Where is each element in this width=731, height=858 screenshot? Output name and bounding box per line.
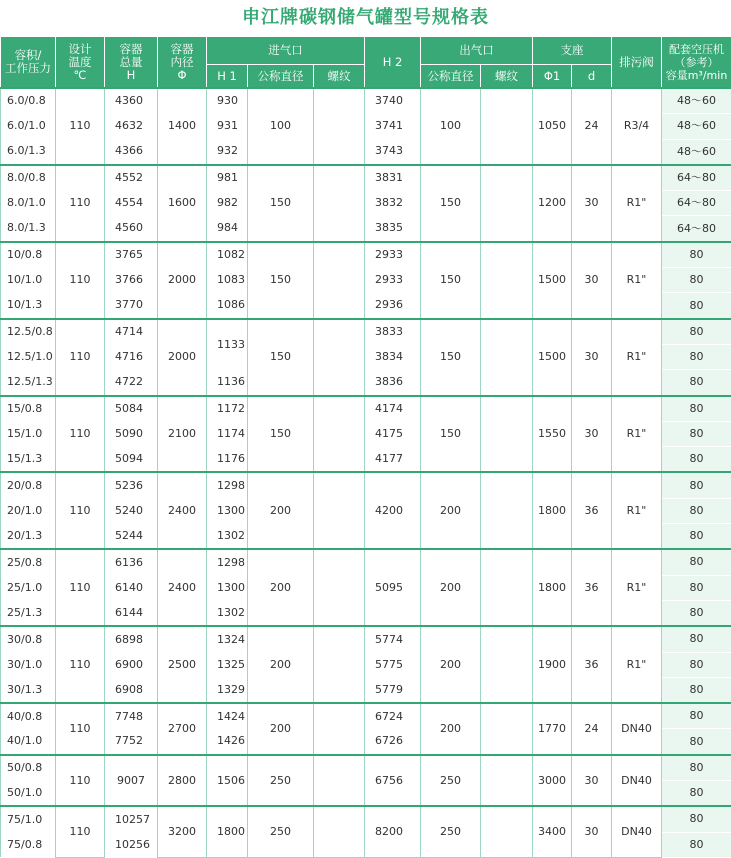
outlet-dn-cell: 150 (421, 165, 481, 242)
inlet-dn-cell: 150 (248, 396, 314, 473)
inlet-thread-cell (314, 319, 365, 396)
compressor-cell: 48～60 (662, 114, 731, 139)
header-compressor-label: 配套空压机 （参考） 容量m³/min (666, 43, 728, 82)
h1-cell: 932 (207, 139, 248, 165)
h1-cell: 1300 (207, 498, 248, 523)
phi1-cell: 1200 (533, 165, 572, 242)
inlet-thread-cell (314, 165, 365, 242)
height-cell: 4632 (105, 114, 158, 139)
capacity-cell: 6.0/1.3 (1, 139, 56, 165)
inlet-dn-cell: 200 (248, 703, 314, 755)
diameter-cell: 3200 (158, 806, 207, 857)
height-cell: 3765 (105, 242, 158, 268)
outlet-thread-cell (481, 549, 533, 626)
height-cell: 10257 (105, 806, 158, 832)
diameter-cell: 2400 (158, 549, 207, 626)
h1-cell: 1800 (207, 806, 248, 857)
h1-cell: 1325 (207, 652, 248, 677)
inlet-dn-cell: 100 (248, 88, 314, 165)
drain-cell: R1" (612, 626, 662, 703)
diameter-cell: 2500 (158, 626, 207, 703)
compressor-cell: 80 (662, 755, 731, 781)
header-outlet: 出气口 (421, 37, 533, 65)
compressor-cell: 80 (662, 806, 731, 832)
capacity-cell: 25/0.8 (1, 549, 56, 575)
compressor-cell: 48～60 (662, 139, 731, 165)
table-row (1, 242, 731, 268)
diameter-cell: 1600 (158, 165, 207, 242)
h1-cell: 1136 (207, 370, 248, 396)
h1-cell: 1506 (207, 755, 248, 807)
outlet-dn-cell: 100 (421, 88, 481, 165)
diameter-cell: 2000 (158, 319, 207, 396)
height-cell: 5090 (105, 421, 158, 446)
temp-cell: 110 (56, 472, 105, 549)
capacity-cell: 12.5/1.0 (1, 344, 56, 369)
header-diameter-label: 容器 内径 Φ (171, 42, 194, 82)
phi1-cell: 1800 (533, 472, 572, 549)
drain-cell: R1" (612, 472, 662, 549)
table-row (1, 319, 731, 345)
temp-cell: 110 (56, 703, 105, 755)
inlet-thread-cell (314, 626, 365, 703)
h2-cell: 3836 (365, 370, 421, 396)
diameter-cell: 2400 (158, 472, 207, 549)
outlet-thread-cell (481, 626, 533, 703)
table-row (1, 806, 731, 832)
drain-cell: R1" (612, 165, 662, 242)
h1-cell: 984 (207, 216, 248, 242)
header-support: 支座 (533, 37, 612, 65)
drain-cell: DN40 (612, 703, 662, 755)
h2-cell: 3834 (365, 344, 421, 369)
header-inlet: 进气口 (207, 37, 365, 65)
d-cell: 30 (572, 806, 612, 857)
capacity-cell: 12.5/1.3 (1, 370, 56, 396)
drain-cell: R1" (612, 319, 662, 396)
compressor-cell: 80 (662, 600, 731, 626)
height-cell: 4714 (105, 319, 158, 345)
outlet-dn-cell: 250 (421, 755, 481, 807)
capacity-cell: 30/0.8 (1, 626, 56, 652)
height-cell: 6898 (105, 626, 158, 652)
capacity-cell: 6.0/0.8 (1, 88, 56, 114)
d-cell: 24 (572, 88, 612, 165)
h2-cell: 3831 (365, 165, 421, 191)
diameter-cell: 2700 (158, 703, 207, 755)
outlet-thread-cell (481, 319, 533, 396)
compressor-cell: 80 (662, 677, 731, 703)
page-title: 申江牌碳钢储气罐型号规格表 (0, 0, 731, 36)
h2-cell: 5095 (365, 549, 421, 626)
table-row (1, 396, 731, 422)
spec-table (0, 36, 731, 858)
h2-cell: 5775 (365, 652, 421, 677)
header-inlet-thread: 螺纹 (314, 65, 365, 89)
compressor-cell: 80 (662, 447, 731, 473)
h1-cell: 1298 (207, 549, 248, 575)
h1-cell: 1426 (207, 729, 248, 755)
table-row (1, 549, 731, 575)
phi1-cell: 1800 (533, 549, 572, 626)
diameter-cell: 2100 (158, 396, 207, 473)
capacity-cell: 25/1.3 (1, 600, 56, 626)
h1-cell: 1329 (207, 677, 248, 703)
outlet-dn-cell: 200 (421, 703, 481, 755)
phi1-cell: 1900 (533, 626, 572, 703)
temp-cell: 110 (56, 549, 105, 626)
capacity-cell: 20/0.8 (1, 472, 56, 498)
compressor-cell: 64～80 (662, 216, 731, 242)
outlet-thread-cell (481, 472, 533, 549)
compressor-cell: 80 (662, 472, 731, 498)
outlet-dn-cell: 150 (421, 242, 481, 319)
header-compressor (662, 37, 731, 89)
compressor-cell: 80 (662, 524, 731, 550)
h1-cell: 931 (207, 114, 248, 139)
header-inlet-dn: 公称直径 (248, 65, 314, 89)
outlet-dn-cell: 150 (421, 319, 481, 396)
table-row (1, 755, 731, 781)
h1-cell: 1324 (207, 626, 248, 652)
compressor-cell: 80 (662, 652, 731, 677)
h1-cell: 1172 (207, 396, 248, 422)
header-temp (56, 37, 105, 89)
temp-cell: 110 (56, 88, 105, 165)
capacity-cell: 8.0/0.8 (1, 165, 56, 191)
table-row (1, 88, 731, 114)
phi1-cell: 1500 (533, 319, 572, 396)
compressor-cell: 48～60 (662, 88, 731, 114)
table-body (1, 88, 731, 857)
h1-cell: 1302 (207, 600, 248, 626)
inlet-dn-cell: 250 (248, 806, 314, 857)
h1-cell: 1174 (207, 421, 248, 446)
h2-cell: 3741 (365, 114, 421, 139)
compressor-cell: 80 (662, 396, 731, 422)
h1-cell: 981 (207, 165, 248, 191)
capacity-cell: 25/1.0 (1, 575, 56, 600)
drain-cell: DN40 (612, 755, 662, 807)
outlet-thread-cell (481, 703, 533, 755)
header-temp-label: 设计 温度 ℃ (69, 42, 92, 82)
capacity-cell: 10/1.3 (1, 293, 56, 319)
drain-cell: R1" (612, 396, 662, 473)
temp-cell: 110 (56, 626, 105, 703)
outlet-dn-cell: 150 (421, 396, 481, 473)
h1-cell: 1133 (207, 319, 248, 370)
compressor-cell: 64～80 (662, 165, 731, 191)
table-row (1, 626, 731, 652)
compressor-cell: 64～80 (662, 191, 731, 216)
compressor-cell: 80 (662, 498, 731, 523)
capacity-cell: 50/1.0 (1, 781, 56, 807)
capacity-cell: 8.0/1.3 (1, 216, 56, 242)
outlet-thread-cell (481, 242, 533, 319)
d-cell: 36 (572, 549, 612, 626)
capacity-cell: 15/0.8 (1, 396, 56, 422)
inlet-dn-cell: 200 (248, 626, 314, 703)
h2-cell: 3832 (365, 191, 421, 216)
height-cell: 4716 (105, 344, 158, 369)
h2-cell: 6724 (365, 703, 421, 729)
height-cell: 5236 (105, 472, 158, 498)
table-row (1, 472, 731, 498)
h1-cell: 1298 (207, 472, 248, 498)
height-cell: 7748 (105, 703, 158, 729)
capacity-cell: 15/1.3 (1, 447, 56, 473)
height-cell: 6900 (105, 652, 158, 677)
h2-cell: 2936 (365, 293, 421, 319)
height-cell: 4722 (105, 370, 158, 396)
capacity-cell: 15/1.0 (1, 421, 56, 446)
capacity-cell: 20/1.0 (1, 498, 56, 523)
outlet-thread-cell (481, 755, 533, 807)
inlet-thread-cell (314, 472, 365, 549)
height-cell: 9007 (105, 755, 158, 807)
outlet-dn-cell: 200 (421, 549, 481, 626)
inlet-dn-cell: 200 (248, 472, 314, 549)
phi1-cell: 3000 (533, 755, 572, 807)
height-cell: 3766 (105, 268, 158, 293)
d-cell: 30 (572, 165, 612, 242)
height-cell: 4560 (105, 216, 158, 242)
capacity-cell: 40/1.0 (1, 729, 56, 755)
compressor-cell: 80 (662, 549, 731, 575)
inlet-thread-cell (314, 88, 365, 165)
outlet-thread-cell (481, 806, 533, 857)
table-row (1, 165, 731, 191)
header-outlet-dn: 公称直径 (421, 65, 481, 89)
height-cell: 5094 (105, 447, 158, 473)
header-capacity-label: 容积/ 工作压力 (5, 48, 51, 75)
height-cell: 5240 (105, 498, 158, 523)
compressor-cell: 80 (662, 421, 731, 446)
compressor-cell: 80 (662, 344, 731, 369)
inlet-dn-cell: 250 (248, 755, 314, 807)
header-drain: 排污阀 (612, 37, 662, 89)
compressor-cell: 80 (662, 293, 731, 319)
h2-cell: 4200 (365, 472, 421, 549)
diameter-cell: 2800 (158, 755, 207, 807)
compressor-cell: 80 (662, 319, 731, 345)
outlet-thread-cell (481, 88, 533, 165)
h2-cell: 2933 (365, 242, 421, 268)
height-cell: 6140 (105, 575, 158, 600)
header-h1: H 1 (207, 65, 248, 89)
compressor-cell: 80 (662, 575, 731, 600)
phi1-cell: 1550 (533, 396, 572, 473)
header-h2: H 2 (365, 37, 421, 89)
outlet-thread-cell (481, 165, 533, 242)
compressor-cell: 80 (662, 729, 731, 755)
header-height (105, 37, 158, 89)
h2-cell: 2933 (365, 268, 421, 293)
h2-cell: 3833 (365, 319, 421, 345)
height-cell: 3770 (105, 293, 158, 319)
header-capacity (1, 37, 56, 89)
h2-cell: 6756 (365, 755, 421, 807)
inlet-thread-cell (314, 242, 365, 319)
d-cell: 30 (572, 755, 612, 807)
capacity-cell: 20/1.3 (1, 524, 56, 550)
capacity-cell: 40/0.8 (1, 703, 56, 729)
h2-cell: 5774 (365, 626, 421, 652)
capacity-cell: 10/0.8 (1, 242, 56, 268)
h1-cell: 930 (207, 88, 248, 114)
h1-cell: 982 (207, 191, 248, 216)
h1-cell: 1083 (207, 268, 248, 293)
h2-cell: 3743 (365, 139, 421, 165)
header-height-label: 容器 总量 H (120, 42, 143, 82)
inlet-dn-cell: 150 (248, 319, 314, 396)
temp-cell: 110 (56, 806, 105, 857)
capacity-cell: 30/1.3 (1, 677, 56, 703)
height-cell: 4366 (105, 139, 158, 165)
phi1-cell: 1770 (533, 703, 572, 755)
h1-cell: 1086 (207, 293, 248, 319)
height-cell: 4552 (105, 165, 158, 191)
table-row (1, 703, 731, 729)
height-cell: 4360 (105, 88, 158, 114)
temp-cell: 110 (56, 242, 105, 319)
temp-cell: 110 (56, 755, 105, 807)
h1-cell: 1302 (207, 524, 248, 550)
inlet-thread-cell (314, 806, 365, 857)
outlet-thread-cell (481, 396, 533, 473)
height-cell: 6136 (105, 549, 158, 575)
capacity-cell: 12.5/0.8 (1, 319, 56, 345)
drain-cell: DN40 (612, 806, 662, 857)
diameter-cell: 1400 (158, 88, 207, 165)
header-outlet-thread: 螺纹 (481, 65, 533, 89)
temp-cell: 110 (56, 165, 105, 242)
header-d: d (572, 65, 612, 89)
compressor-cell: 80 (662, 832, 731, 857)
h2-cell: 4177 (365, 447, 421, 473)
d-cell: 30 (572, 319, 612, 396)
phi1-cell: 3400 (533, 806, 572, 857)
d-cell: 36 (572, 472, 612, 549)
phi1-cell: 1050 (533, 88, 572, 165)
h2-cell: 6726 (365, 729, 421, 755)
inlet-dn-cell: 150 (248, 165, 314, 242)
compressor-cell: 80 (662, 626, 731, 652)
capacity-cell: 50/0.8 (1, 755, 56, 781)
diameter-cell: 2000 (158, 242, 207, 319)
drain-cell: R3/4 (612, 88, 662, 165)
d-cell: 30 (572, 242, 612, 319)
h2-cell: 5779 (365, 677, 421, 703)
h1-cell: 1082 (207, 242, 248, 268)
h2-cell: 3740 (365, 88, 421, 114)
drain-cell: R1" (612, 549, 662, 626)
compressor-cell: 80 (662, 703, 731, 729)
height-cell: 5244 (105, 524, 158, 550)
h2-cell: 4174 (365, 396, 421, 422)
outlet-dn-cell: 200 (421, 626, 481, 703)
h2-cell: 4175 (365, 421, 421, 446)
outlet-dn-cell: 200 (421, 472, 481, 549)
capacity-cell: 10/1.0 (1, 268, 56, 293)
inlet-dn-cell: 150 (248, 242, 314, 319)
d-cell: 30 (572, 396, 612, 473)
height-cell: 6908 (105, 677, 158, 703)
compressor-cell: 80 (662, 242, 731, 268)
h1-cell: 1300 (207, 575, 248, 600)
inlet-thread-cell (314, 703, 365, 755)
header-phi1: Φ1 (533, 65, 572, 89)
inlet-thread-cell (314, 396, 365, 473)
h1-cell: 1176 (207, 447, 248, 473)
inlet-thread-cell (314, 549, 365, 626)
height-cell: 5084 (105, 396, 158, 422)
h2-cell: 3835 (365, 216, 421, 242)
capacity-cell: 75/1.0 (1, 806, 56, 832)
height-cell: 6144 (105, 600, 158, 626)
height-cell: 10256 (105, 832, 158, 857)
h1-cell: 1424 (207, 703, 248, 729)
inlet-thread-cell (314, 755, 365, 807)
phi1-cell: 1500 (533, 242, 572, 319)
header-diameter (158, 37, 207, 89)
compressor-cell: 80 (662, 370, 731, 396)
h2-cell: 8200 (365, 806, 421, 857)
capacity-cell: 30/1.0 (1, 652, 56, 677)
inlet-dn-cell: 200 (248, 549, 314, 626)
capacity-cell: 75/0.8 (1, 832, 56, 857)
compressor-cell: 80 (662, 268, 731, 293)
d-cell: 24 (572, 703, 612, 755)
height-cell: 4554 (105, 191, 158, 216)
height-cell: 7752 (105, 729, 158, 755)
d-cell: 36 (572, 626, 612, 703)
drain-cell: R1" (612, 242, 662, 319)
temp-cell: 110 (56, 319, 105, 396)
capacity-cell: 6.0/1.0 (1, 114, 56, 139)
capacity-cell: 8.0/1.0 (1, 191, 56, 216)
compressor-cell: 80 (662, 781, 731, 807)
outlet-dn-cell: 250 (421, 806, 481, 857)
temp-cell: 110 (56, 396, 105, 473)
